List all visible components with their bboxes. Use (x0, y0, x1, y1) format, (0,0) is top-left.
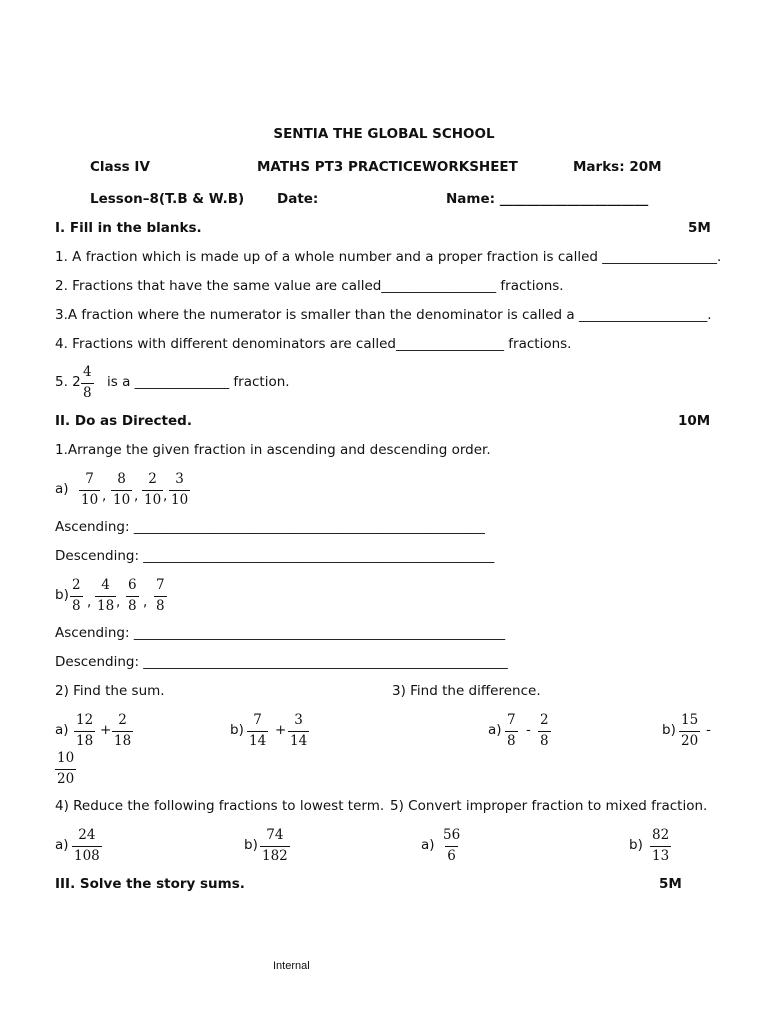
comma-separator: , (163, 488, 168, 504)
fraction (650, 829, 671, 863)
sum-question: 2) Find the sum. (55, 683, 165, 699)
denominator: 10 (113, 491, 131, 508)
order-question: 1.Arrange the given fraction in ascending and descending order. (55, 442, 491, 458)
numerator: 6 (128, 577, 137, 593)
reduce-a-label: a) (55, 837, 69, 853)
denominator: 18 (76, 732, 94, 749)
marks-total: Marks: 20M (573, 159, 662, 175)
difference-question: 3) Find the difference. (392, 683, 541, 699)
denominator: 18 (114, 732, 132, 749)
section2-marks: 10M (678, 413, 711, 429)
reduce-b-label: b) (244, 837, 258, 853)
date-label: Date: (277, 191, 319, 207)
denominator: 8 (156, 597, 165, 614)
numerator: 3 (175, 471, 184, 487)
footer-label: Internal (273, 960, 310, 972)
school-name: SENTIA THE GLOBAL SCHOOL (273, 126, 495, 142)
denominator: 8 (72, 597, 81, 614)
numerator: 3 (294, 712, 303, 728)
section3-title: III. Solve the story sums. (55, 876, 245, 892)
minus-operator: - (526, 722, 531, 738)
fraction (126, 579, 139, 613)
fraction (538, 714, 551, 748)
numerator: 15 (681, 712, 699, 728)
fraction (154, 579, 167, 613)
fraction (81, 366, 94, 400)
denominator: 6 (447, 847, 456, 864)
fraction (74, 714, 95, 748)
blank-q2: 2. Fractions that have the same value are called_________________ fractions. (55, 278, 564, 294)
section3-marks: 5M (659, 876, 682, 892)
numerator: 7 (253, 712, 262, 728)
blank-q3: 3.A fraction where the numerator is smaller than the denominator is called a ___________________. (55, 307, 712, 323)
denominator: 10 (171, 491, 189, 508)
diff-a-label: a) (488, 722, 502, 738)
comma-separator: , (134, 488, 139, 504)
denominator: 182 (262, 847, 288, 864)
section1-marks: 5M (688, 220, 711, 236)
denominator: 10 (81, 491, 99, 508)
denominator: 8 (83, 384, 92, 401)
fraction (72, 829, 102, 863)
fraction (441, 829, 462, 863)
fraction (288, 714, 309, 748)
blank-q5-prefix: 5. 2 (55, 374, 81, 390)
sum-a-label: a) (55, 722, 69, 738)
part-a-label: a) (55, 481, 69, 497)
denominator: 13 (652, 847, 670, 864)
numerator: 7 (85, 471, 94, 487)
section2-title: II. Do as Directed. (55, 413, 192, 429)
numerator: 10 (57, 750, 75, 766)
numerator: 8 (117, 471, 126, 487)
name-field: Name: ______________________ (446, 191, 649, 207)
minus-operator: - (706, 722, 711, 738)
fraction (55, 752, 76, 786)
fraction (505, 714, 518, 748)
ascending-b: Ascending: _______________________________________________________ (55, 625, 506, 641)
ascending-a: Ascending: ____________________________________________________ (55, 519, 485, 535)
numerator: 4 (101, 577, 110, 593)
descending-a: Descending: ____________________________________________________ (55, 548, 495, 564)
reduce-question: 4) Reduce the following fractions to lowest term. (55, 798, 385, 814)
numerator: 7 (156, 577, 165, 593)
plus-operator: + (100, 722, 112, 738)
sum-b-label: b) (230, 722, 244, 738)
class-label: Class IV (90, 159, 150, 175)
numerator: 7 (507, 712, 516, 728)
denominator: 20 (681, 732, 699, 749)
numerator: 74 (266, 827, 284, 843)
blank-q1: 1. A fraction which is made up of a whole number and a proper fraction is called _________________. (55, 249, 722, 265)
numerator: 2 (148, 471, 157, 487)
convert-question: 5) Convert improper fraction to mixed fraction. (390, 798, 708, 814)
convert-b-label: b) (629, 837, 643, 853)
numerator: 2 (72, 577, 81, 593)
convert-a-label: a) (421, 837, 435, 853)
fraction (142, 473, 163, 507)
fraction (70, 579, 83, 613)
section1-title: I. Fill in the blanks. (55, 220, 202, 236)
comma-separator: , (116, 594, 121, 610)
denominator: 108 (74, 847, 100, 864)
denominator: 10 (144, 491, 162, 508)
numerator: 2 (118, 712, 127, 728)
blank-q5-suffix: is a ______________ fraction. (107, 374, 290, 390)
fraction (79, 473, 100, 507)
fraction (679, 714, 700, 748)
part-b-label: b) (55, 587, 69, 603)
comma-separator: , (102, 488, 107, 504)
numerator: 12 (76, 712, 94, 728)
denominator: 20 (57, 770, 75, 787)
denominator: 8 (507, 732, 516, 749)
numerator: 56 (443, 827, 461, 843)
fraction (247, 714, 268, 748)
worksheet-title: MATHS PT3 PRACTICEWORKSHEET (257, 159, 518, 175)
denominator: 14 (290, 732, 308, 749)
denominator: 8 (540, 732, 549, 749)
denominator: 8 (128, 597, 137, 614)
plus-operator: + (275, 722, 287, 738)
fraction (111, 473, 132, 507)
numerator: 2 (540, 712, 549, 728)
lesson-label: Lesson–8(T.B & W.B) (90, 191, 245, 207)
numerator: 4 (83, 364, 92, 380)
descending-b: Descending: ______________________________________________________ (55, 654, 508, 670)
fraction (260, 829, 290, 863)
comma-separator: , (87, 594, 92, 610)
blank-q4: 4. Fractions with different denominators are called________________ fractions. (55, 336, 572, 352)
denominator: 18 (97, 597, 115, 614)
fraction (112, 714, 133, 748)
diff-b-label: b) (662, 722, 676, 738)
denominator: 14 (249, 732, 267, 749)
fraction (95, 579, 116, 613)
numerator: 24 (78, 827, 96, 843)
comma-separator: , (143, 594, 148, 610)
fraction (169, 473, 190, 507)
numerator: 82 (652, 827, 670, 843)
